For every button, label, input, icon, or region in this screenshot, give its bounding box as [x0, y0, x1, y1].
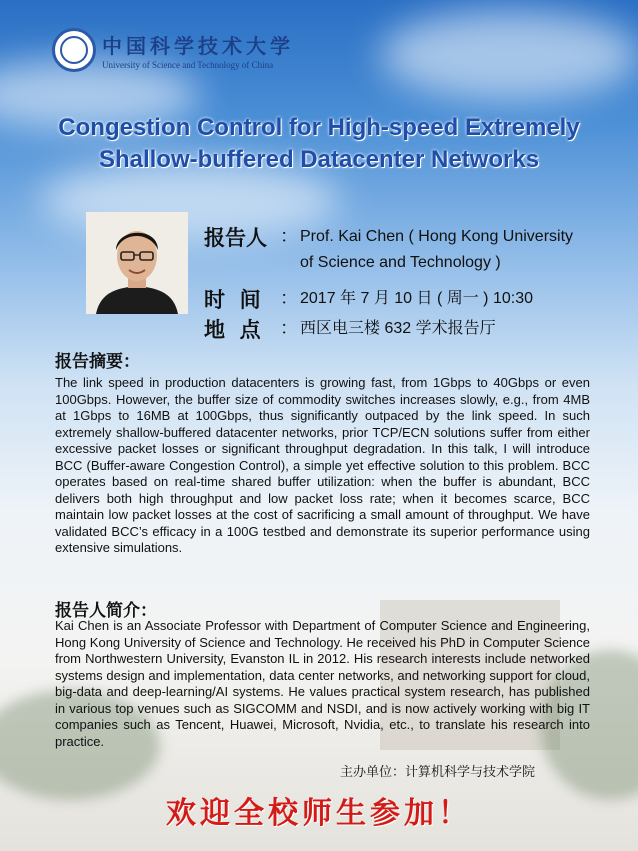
speaker-label: 报告人: [204, 226, 267, 250]
bio-text: Kai Chen is an Associate Professor with Department of Computer Science and Engineering, Hong Kong University of Science and Technology. He received his PhD in Computer Science from Northwestern University, Evanston IL in 2012. His research interests include networked systems design and implementation, data center networks, and networking support for cloud, big-data and deep-learning/AI systems. He values practical system research, has published in various top venues such as SIGCOMM and NSDI, and is now actively working with big IT companies such as Tencent, Huawei, Microsoft, Nvidia, etc., to translate his research into practice.: [55, 618, 590, 749]
university-logo: [52, 28, 294, 72]
university-seal-icon: [52, 28, 96, 72]
talk-title-line-1: Congestion Control for High-speed Extremely: [58, 114, 580, 141]
speaker-photo: [86, 212, 188, 314]
time-colon: ：: [280, 288, 298, 309]
bio-heading: 报告人简介：: [55, 601, 157, 621]
host-unit: 主办单位：计算机科学与技术学院: [340, 765, 536, 780]
speaker-colon: ：: [280, 226, 298, 247]
university-name-cn: 中国科学技术大学: [102, 34, 294, 58]
abstract-heading: 报告摘要：: [55, 352, 140, 372]
speaker-value: [300, 224, 600, 276]
time-value: 2017 年 7 月 10 日 ( 周一 ) 10:30: [300, 290, 533, 307]
welcome-banner: 欢迎全校师生参加！: [166, 796, 472, 831]
speaker-value-line-1: Prof. Kai Chen ( Hong Kong University: [300, 228, 574, 245]
speaker-value-line-2: of Science and Technology ): [300, 254, 501, 271]
university-name-en: University of Science and Technology of China: [102, 60, 274, 70]
talk-title-line-2: Shallow-buffered Datacenter Networks: [98, 146, 540, 173]
abstract-text: The link speed in production datacenters is growing fast, from 1Gbps to 40Gbps or even 100Gbps. However, the buffer size of commodity switches increases slowly, e.g., from 4MB at 1Gbps to 16MB at 100Gbps, thus significantly outpaced by the link speed. In such extremely shallow-buffered datacenter networks, prior TCP/ECN solutions suffer from either excessive packet losses or significant throughput degradation. In this talk, I will introduce BCC (Buffer-aware Congestion Control), a simple yet effective solution to this problem. BCC operates based on real-time shared buffer utilization: when the buffer is abundant, BCC delivers both high throughput and low packet loss rate; when it becomes scarce, BCC maintain low packet losses at the cost of sacrificing a small amount of throughput. We have validated BCC’s efficacy in a 100G testbed and demonstrate its superior performance using extensive simulations.: [55, 375, 590, 555]
place-label: 地 点: [204, 318, 261, 342]
talk-title: [0, 112, 638, 176]
time-label: 时 间: [204, 288, 261, 312]
place-colon: ：: [280, 318, 298, 339]
cloud-decoration: [380, 10, 638, 100]
place-value: 西区电三楼 632 学术报告厅: [300, 320, 496, 337]
